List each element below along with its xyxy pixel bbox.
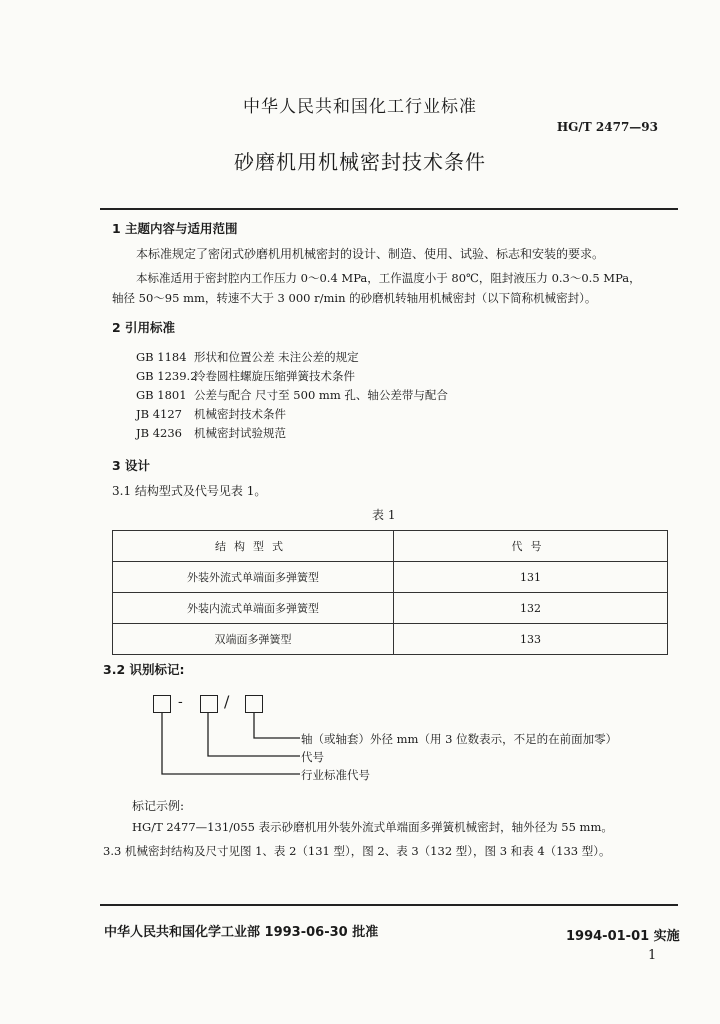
table-row — [113, 593, 668, 624]
section-1-paragraph-2a: 本标准适用于密封腔内工作压力 0～0.4 MPa，工作温度小于 80℃，阻封液压力 0.3～0.5 MPa， — [136, 271, 641, 285]
title-rule — [100, 208, 678, 210]
table-cell: 双端面多弹簧型 — [113, 624, 394, 655]
section-3-2-heading: 3.2 识别标记: — [103, 662, 185, 677]
table-header-cell: 结构型式 — [113, 531, 394, 562]
reference-title: 公差与配合 尺寸至 500 mm 孔、轴公差带与配合 — [194, 388, 448, 402]
reference-code: GB 1239.2 — [136, 369, 198, 383]
table-row — [113, 624, 668, 655]
reference-item — [136, 387, 448, 403]
reference-code: GB 1184 — [136, 350, 187, 364]
section-1-paragraph-1: 本标准规定了密闭式砂磨机用机械密封的设计、制造、使用、试验、标志和安装的要求。 — [136, 247, 605, 261]
mark-slash: / — [224, 692, 230, 711]
marking-example-text: HG/T 2477—131/055 表示砂磨机用外装外流式单端面多弹簧机械密封，轴外径为 55 mm。 — [132, 820, 613, 834]
section-1-heading: 1 主题内容与适用范围 — [112, 221, 238, 236]
section-3-1-text: 3.1 结构型式及代号见表 1。 — [112, 484, 267, 498]
table-cell: 外装外流式单端面多弹簧型 — [113, 562, 394, 593]
marking-example-title: 标记示例: — [132, 799, 185, 813]
reference-title: 冷卷圆柱螺旋压缩弹簧技术条件 — [194, 369, 355, 383]
table-cell: 外装内流式单端面多弹簧型 — [113, 593, 394, 624]
table-row — [113, 562, 668, 593]
standard-number: HG/T 2477—93 — [556, 120, 658, 134]
reference-code: GB 1801 — [136, 388, 187, 402]
page-number: 1 — [648, 948, 657, 963]
reference-code: JB 4127 — [136, 407, 182, 421]
table-cell: 132 — [394, 593, 668, 624]
section-1-paragraph-2b: 轴径 50～95 mm，转速不大于 3 000 r/min 的砂磨机转轴用机械密封（以下简称机械密封）。 — [112, 291, 597, 305]
mark-box-shaft-diameter — [245, 695, 263, 713]
mark-label-type-code: 代号 — [301, 750, 324, 764]
section-3-heading: 3 设计 — [112, 458, 151, 473]
structure-code-table — [112, 530, 668, 655]
table-caption: 表 1 — [372, 508, 396, 522]
table-header-cell: 代号 — [394, 531, 668, 562]
approval-note: 中华人民共和国化学工业部 1993-06-30 批准 — [104, 925, 379, 940]
mark-label-shaft-diameter: 轴（或轴套）外径 mm（用 3 位数表示，不足的在前面加零） — [301, 732, 618, 746]
mark-dash: - — [178, 694, 183, 710]
footer-rule — [100, 904, 678, 906]
reference-item — [136, 368, 355, 384]
section-3-3-text: 3.3 机械密封结构及尺寸见图 1、表 2（131 型），图 2、表 3（132 型），图 3 和表 4（133 型）。 — [103, 844, 611, 858]
table-cell: 133 — [394, 624, 668, 655]
reference-code: JB 4236 — [136, 426, 182, 440]
reference-item — [136, 425, 286, 441]
reference-title: 机械密封技术条件 — [194, 407, 286, 421]
reference-item — [136, 349, 359, 365]
section-2-heading: 2 引用标准 — [112, 320, 176, 335]
table-cell: 131 — [394, 562, 668, 593]
mark-box-standard-code — [153, 695, 171, 713]
mark-box-type-code — [200, 695, 218, 713]
table-header-row — [113, 531, 668, 562]
standard-category-heading: 中华人民共和国化工行业标准 — [243, 97, 477, 117]
mark-label-standard-code: 行业标准代号 — [301, 768, 370, 782]
document-title: 砂磨机用机械密封技术条件 — [234, 150, 486, 174]
reference-item — [136, 406, 286, 422]
reference-title: 机械密封试验规范 — [194, 426, 286, 440]
reference-title: 形状和位置公差 未注公差的规定 — [194, 350, 359, 364]
mark-leader-lines — [150, 712, 310, 782]
implementation-date: 1994-01-01 实施 — [566, 929, 680, 944]
